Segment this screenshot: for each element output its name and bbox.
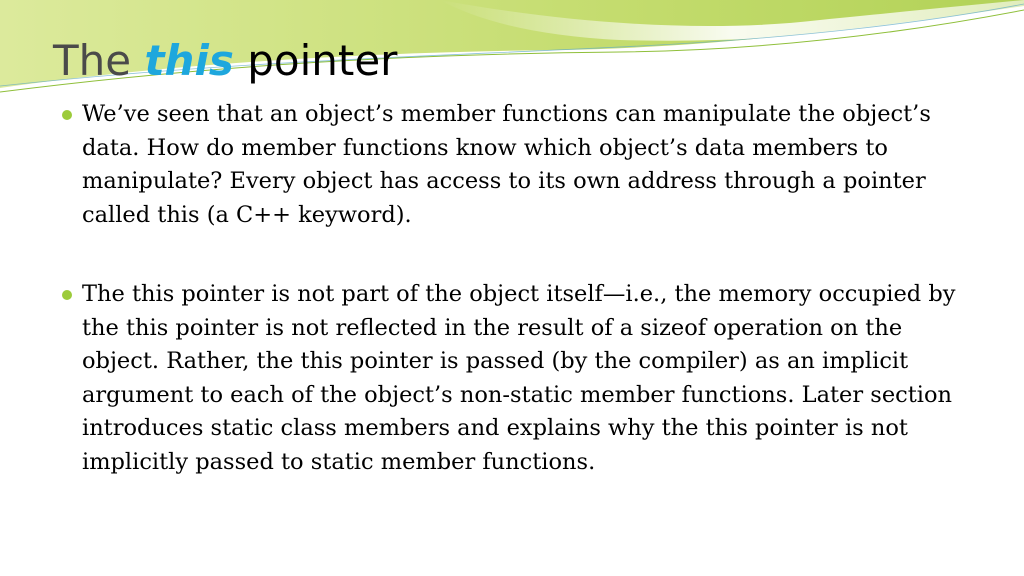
bullet-dot-icon xyxy=(62,110,72,120)
bullet-text: The this pointer is not part of the object itself—i.e., the memory occupied by the this pointer is not reflected in the result of a sizeof operation on the object. Rather, the this pointer is passed (by the compiler) as an implicit argument to each of the object’s non-static member functions. Later section introduces static class members and explains why the this pointer is not implicitly passed to static member functions. xyxy=(82,281,956,475)
title-prefix: The xyxy=(53,36,132,85)
bullet-item xyxy=(60,278,960,479)
bullet-list xyxy=(60,98,960,479)
bullet-dot-icon xyxy=(62,290,72,300)
title-keyword: this xyxy=(144,36,234,85)
title-suffix: pointer xyxy=(247,36,398,85)
slide-title xyxy=(53,38,397,84)
bullet-item xyxy=(60,98,960,232)
bullet-text: We’ve seen that an object’s member functions can manipulate the object’s data. How do member functions know which object’s data members to manipulate? Every object has access to its own address through a pointer called this (a C++ keyword). xyxy=(82,101,931,228)
